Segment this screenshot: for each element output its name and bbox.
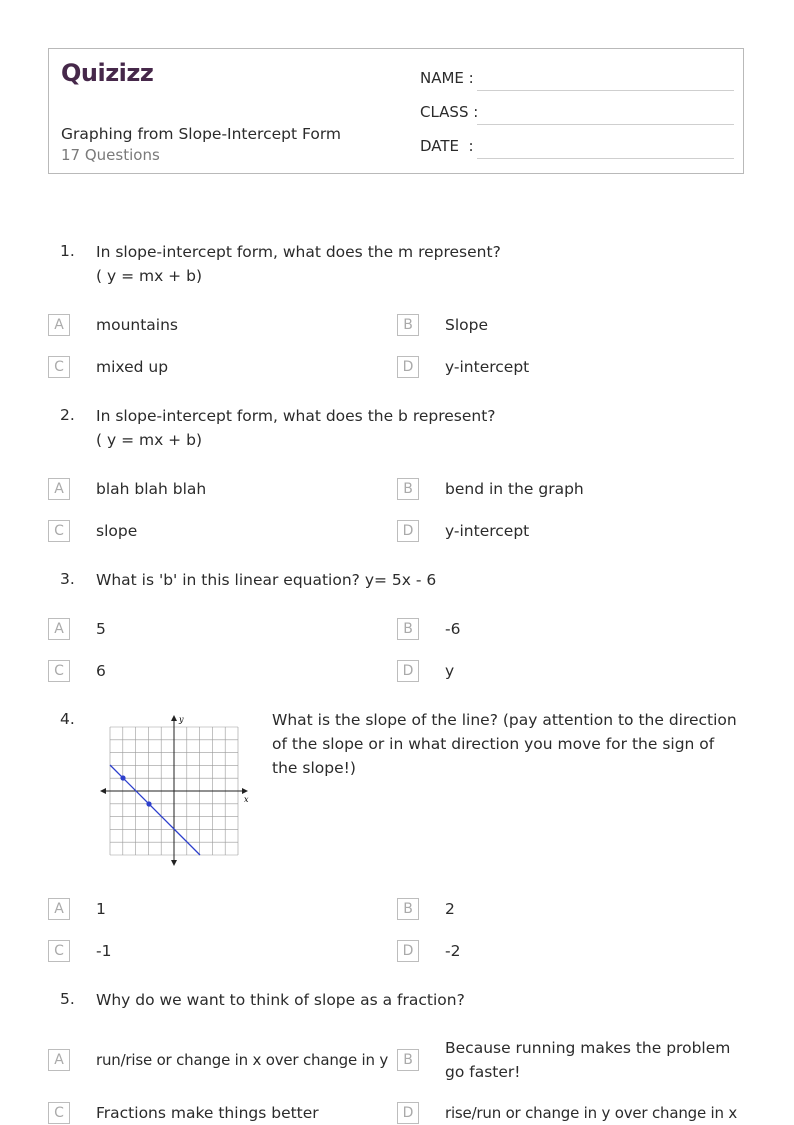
- option-text: 5: [96, 620, 106, 638]
- x-axis-arrow-left: [100, 788, 106, 794]
- name-line: [477, 90, 734, 91]
- option-letter[interactable]: B: [397, 898, 419, 920]
- option-text: -2: [445, 942, 461, 960]
- question-text: What is the slope of the line? (pay attention to the direction of the slope or in what direction you move for the sign of the slope!): [272, 711, 737, 777]
- option-text: blah blah blah: [96, 480, 207, 498]
- x-axis-label: x: [244, 795, 249, 804]
- option-text: run/rise or change in x over change in y: [96, 1051, 389, 1069]
- option-letter[interactable]: A: [48, 618, 70, 640]
- option-letter[interactable]: B: [397, 618, 419, 640]
- option-letter[interactable]: B: [397, 1049, 419, 1071]
- class-label: CLASS :: [420, 103, 479, 121]
- option-text: -6: [445, 620, 461, 638]
- option-letter[interactable]: D: [397, 356, 419, 378]
- worksheet-title: Graphing from Slope-Intercept Form: [61, 125, 342, 143]
- date-label: DATE :: [420, 137, 474, 155]
- question-text: Why do we want to think of slope as a fraction?: [96, 991, 465, 1009]
- option-text: 2: [445, 900, 455, 918]
- option-letter[interactable]: C: [48, 940, 70, 962]
- worksheet-header: [48, 48, 744, 174]
- option-letter[interactable]: C: [48, 520, 70, 542]
- class-field[interactable]: [420, 103, 734, 127]
- question-count: 17 Questions: [61, 146, 160, 164]
- question-number: 2.: [60, 406, 75, 424]
- option-text: Fractions make things better: [96, 1104, 319, 1122]
- question-text: In slope-intercept form, what does the b represent? ( y = mx + b): [96, 407, 496, 449]
- option-letter[interactable]: D: [397, 520, 419, 542]
- name-label: NAME :: [420, 69, 474, 87]
- option-text: 6: [96, 662, 106, 680]
- option-text: 1: [96, 900, 106, 918]
- option-text: bend in the graph: [445, 480, 584, 498]
- line-point: [120, 775, 125, 780]
- option-letter[interactable]: A: [48, 314, 70, 336]
- option-text: -1: [96, 942, 112, 960]
- option-letter[interactable]: C: [48, 660, 70, 682]
- date-line: [477, 158, 734, 159]
- question-text: In slope-intercept form, what does the m represent? ( y = mx + b): [96, 243, 501, 285]
- option-text: mountains: [96, 316, 179, 334]
- option-letter[interactable]: D: [397, 940, 419, 962]
- question-number: 3.: [60, 570, 75, 588]
- option-text: y-intercept: [445, 522, 530, 540]
- date-field[interactable]: [420, 137, 734, 161]
- y-axis-label: y: [179, 715, 184, 724]
- option-letter[interactable]: D: [397, 660, 419, 682]
- option-letter[interactable]: C: [48, 356, 70, 378]
- option-text: rise/run or change in y over change in x: [445, 1104, 738, 1122]
- option-text: Because running makes the problem go faster!: [445, 1039, 731, 1081]
- option-letter[interactable]: A: [48, 1049, 70, 1071]
- quizizz-logo: Quizizz: [61, 59, 154, 87]
- option-text: Slope: [445, 316, 489, 334]
- question-text: What is 'b' in this linear equation? y= 5x - 6: [96, 571, 437, 589]
- option-letter[interactable]: B: [397, 314, 419, 336]
- coordinate-graph: [98, 711, 254, 871]
- class-line: [477, 124, 734, 125]
- option-text: y-intercept: [445, 358, 530, 376]
- option-letter[interactable]: A: [48, 478, 70, 500]
- option-text: slope: [96, 522, 138, 540]
- question-number: 5.: [60, 990, 75, 1008]
- y-axis-arrow-down: [171, 860, 177, 866]
- option-letter[interactable]: A: [48, 898, 70, 920]
- question-number: 4.: [60, 710, 75, 728]
- question-number: 1.: [60, 242, 75, 260]
- option-letter[interactable]: B: [397, 478, 419, 500]
- line-point: [146, 801, 151, 806]
- option-text: y: [445, 662, 455, 680]
- option-text: mixed up: [96, 358, 169, 376]
- option-letter[interactable]: C: [48, 1102, 70, 1124]
- option-letter[interactable]: D: [397, 1102, 419, 1124]
- y-axis-arrow-up: [171, 715, 177, 721]
- name-field[interactable]: [420, 69, 734, 93]
- x-axis-arrow-right: [242, 788, 248, 794]
